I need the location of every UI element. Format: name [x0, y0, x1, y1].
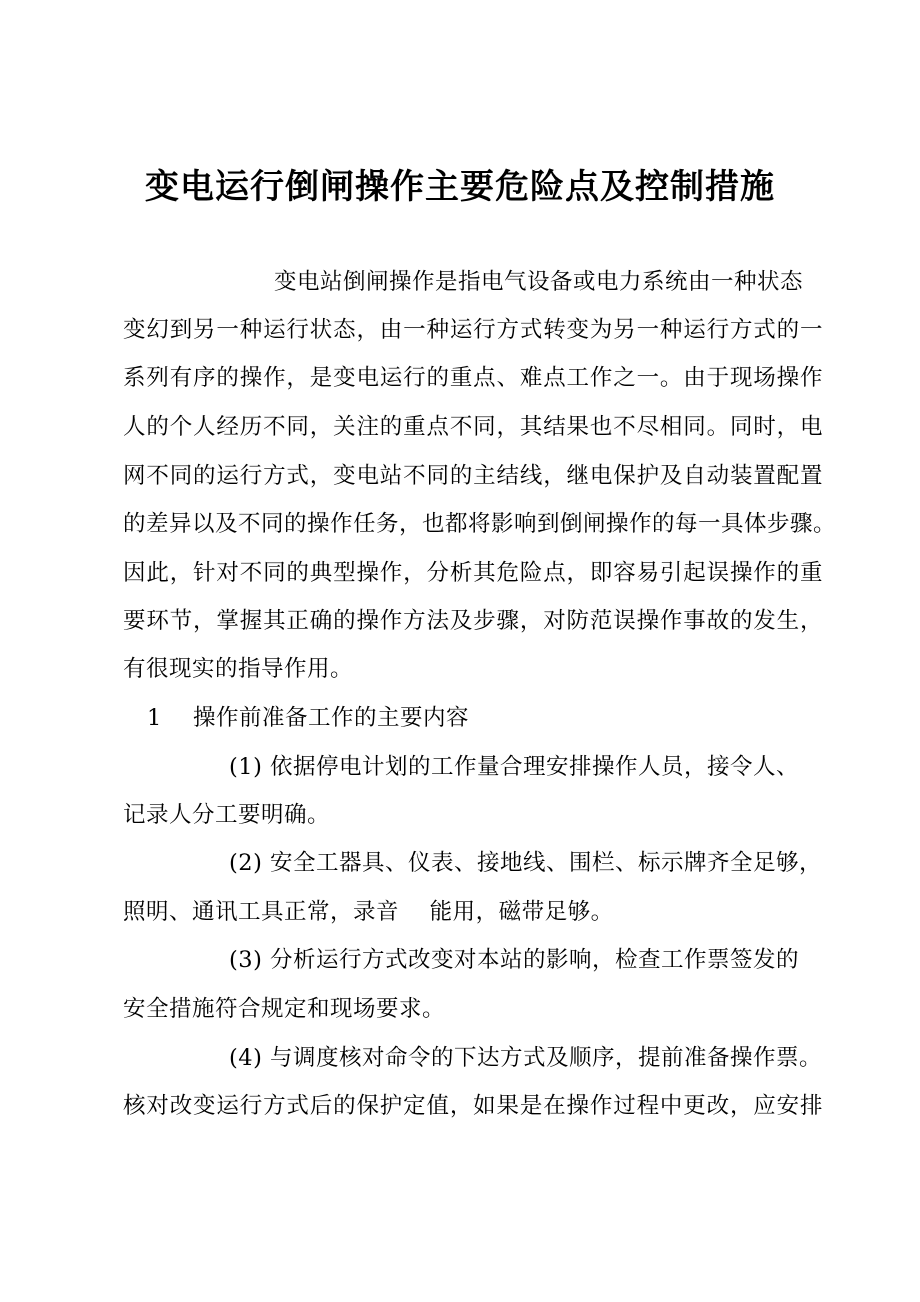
list-item-line: (4) 与调度核对命令的下达方式及顺序，提前准备操作票。	[229, 1045, 823, 1071]
paragraph-line: 变电站倒闸操作是指电气设备或电力系统由一种状态	[274, 269, 804, 295]
paragraph-line: 有很现实的指导作用。	[123, 656, 354, 682]
list-item-line: (1) 依据停电计划的工作量合理安排操作人员，接令人、	[229, 754, 800, 780]
list-item-line: 核对改变运行方式后的保护定值，如果是在操作过程中更改，应安排	[123, 1093, 823, 1119]
paragraph-line: 系列有序的操作，是变电运行的重点、难点工作之一。由于现场操作	[123, 365, 823, 391]
list-item-line: 安全措施符合规定和现场要求。	[123, 996, 446, 1022]
paragraph-line: 人的个人经历不同，关注的重点不同，其结果也不尽相同。同时，电	[123, 414, 823, 440]
list-item-line: 照明、通讯工具正常，录音 能用，磁带足够。	[123, 899, 614, 925]
section-number: 1	[147, 705, 162, 731]
paragraph-line: 的差异以及不同的操作任务，也都将影响到倒闸操作的每一具体步骤。	[123, 511, 837, 537]
list-item-line: (2) 安全工器具、仪表、接地线、围栏、标示牌齐全足够，	[229, 850, 823, 876]
document-title: 变电运行倒闸操作主要危险点及控制措施	[145, 167, 775, 207]
paragraph-line: 因此，针对不同的典型操作，分析其危险点，即容易引起误操作的重	[123, 560, 823, 586]
list-item-line: 记录人分工要明确。	[123, 802, 331, 828]
section-heading: 操作前准备工作的主要内容	[193, 705, 470, 731]
list-item-line: (3) 分析运行方式改变对本站的影响，检查工作票签发的	[229, 947, 800, 973]
paragraph-line: 要环节，掌握其正确的操作方法及步骤，对防范误操作事故的发生，	[123, 608, 823, 634]
paragraph-line: 变幻到另一种运行状态，由一种运行方式转变为另一种运行方式的一	[123, 317, 823, 343]
paragraph-line: 网不同的运行方式，变电站不同的主结线，继电保护及自动装置配置	[123, 463, 823, 489]
